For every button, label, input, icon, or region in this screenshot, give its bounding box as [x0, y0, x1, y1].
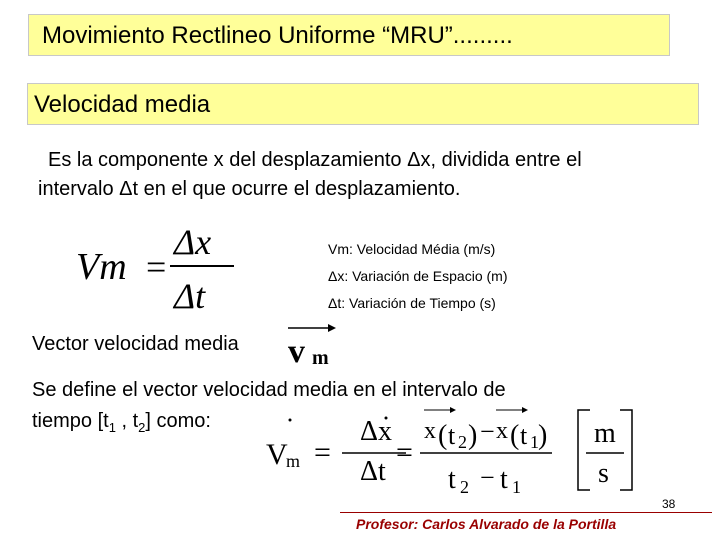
footer-author: Profesor: Carlos Alvarado de la Portilla	[356, 516, 617, 532]
unit-bottom: s	[598, 458, 609, 489]
section-title: Velocidad media	[34, 91, 211, 118]
paren-open-2: (	[510, 420, 520, 451]
formula-numerator: Δx	[174, 222, 212, 262]
vector-base: v	[288, 333, 305, 370]
paren-close-2: )	[538, 420, 548, 451]
num-x1: x	[496, 418, 508, 444]
footer-divider	[340, 512, 712, 513]
eq-1: =	[314, 436, 331, 469]
paragraph-line-1: Es la componente x del desplazamiento Δx, dividida entre el	[48, 149, 582, 171]
den-t2: t	[448, 464, 456, 495]
den-minus: −	[480, 463, 495, 492]
vector-sub: m	[312, 347, 329, 369]
definition-paragraph	[38, 146, 698, 204]
def-prefix: tiempo [t	[32, 410, 109, 432]
num-t1: t	[520, 421, 528, 450]
lhs-dot	[289, 419, 292, 422]
variable-legend	[328, 236, 508, 317]
definition-line-1: Se define el vector velocidad media en el intervalo de	[32, 379, 506, 401]
def-suffix: ] como:	[145, 410, 211, 432]
bracket-left	[578, 410, 590, 490]
page-number: 38	[662, 497, 676, 511]
unit-top: m	[594, 418, 616, 449]
formula-lhs: Vm	[76, 246, 127, 288]
formula-equals: =	[146, 247, 167, 287]
bracket-right	[620, 410, 632, 490]
paragraph-line-2: intervalo Δt en el que ocurre el desplazamiento.	[38, 178, 461, 200]
eq-2: =	[396, 436, 413, 469]
def-sub-2: 2	[138, 420, 146, 435]
num-t2-sub: 2	[458, 432, 467, 452]
den-t1: t	[500, 464, 508, 495]
vector-arrow-head	[328, 324, 336, 332]
vector-symbol	[284, 322, 364, 370]
paren-close-1: )	[468, 420, 478, 451]
den-t1-sub: 1	[512, 477, 521, 497]
vector-label: Vector velocidad media	[32, 333, 239, 355]
lhs-base: V	[266, 438, 288, 471]
arrow-x1-head	[522, 407, 528, 413]
page-title: Movimiento Rectlineo Uniforme “MRU”.........	[42, 22, 513, 49]
legend-vm: Vm: Velocidad Média (m/s)	[328, 241, 496, 257]
delta-t: Δt	[360, 456, 386, 487]
lhs-sub: m	[286, 451, 301, 471]
num-minus: −	[480, 417, 495, 446]
legend-dt: Δt: Variación de Tiempo (s)	[328, 295, 496, 311]
num-t1-sub: 1	[530, 432, 539, 452]
legend-dx: Δx: Variación de Espacio (m)	[328, 268, 508, 284]
def-mid: , t	[115, 410, 139, 432]
num-t2: t	[448, 421, 456, 450]
vector-velocity-formula	[260, 398, 650, 498]
delta-x: Δx	[360, 416, 393, 447]
den-t2-sub: 2	[460, 477, 469, 497]
num-x2: x	[424, 418, 436, 444]
def-sub-1: 1	[108, 420, 116, 435]
formula-denominator: Δt	[174, 276, 206, 316]
arrow-x2-head	[450, 407, 456, 413]
average-velocity-formula	[70, 216, 250, 316]
paren-open-1: (	[438, 420, 448, 451]
